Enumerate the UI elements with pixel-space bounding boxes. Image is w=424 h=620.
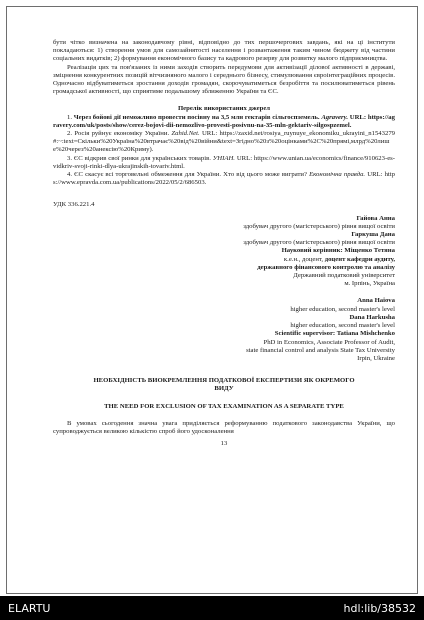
authors-en-block xyxy=(53,297,395,363)
author-name: Anna Haiova xyxy=(357,297,395,305)
reference-source: Agravery. xyxy=(321,113,349,121)
authors-ua-block xyxy=(53,215,395,289)
reference-number: 1. xyxy=(67,113,73,121)
reference-item-1 xyxy=(53,114,395,130)
supervisor-university: Державний податковий університет xyxy=(293,272,395,280)
reference-title: ЄС відкрив свої ринки для українських товарів. xyxy=(73,154,211,162)
reference-number: 4. xyxy=(67,171,73,179)
author-name: Гаркуша Дана xyxy=(351,231,395,239)
supervisor-position: PhD in Economics, Associate Professor of Audit, xyxy=(263,338,395,346)
reference-url[interactable]: URL: https://www.unian.ua/economics/finance/910623-es-vidkriv-svoji-rinki-dlya-ukrajinskih-tovariv.html. xyxy=(53,154,396,170)
author-desc: higher education, second master's level xyxy=(290,322,395,330)
body-paragraph-2: Реалізація цих та пов'язаних із ними заходів створить передумови для активізації ділової активності в державі, зміцнення конкурентних позицій вітчизняного малого і середнього бізнесу, стимулювання євроінтеграційних процесів. Одночасно відбуватиметься зростання доходів громадян, скорочуватиметься безробіття та посилюватиметься рівень громадської активності, що сприятиме подальшому зближенню України та ЄС. xyxy=(53,63,395,96)
page-content xyxy=(53,39,395,448)
reference-source: Zahid.Net. xyxy=(171,130,200,138)
document-page xyxy=(6,6,418,594)
udc-code: УДК 336.221.4 xyxy=(53,201,95,209)
article-title-en: THE NEED FOR EXCLUSION OF TAX EXAMINATION AS A SEPARATE TYPE xyxy=(104,402,344,410)
supervisor-label: Scientific supervisor: Tatiana Mishchenko xyxy=(274,330,395,338)
reference-title: Через бойові дії неможливо провести посівну на 3,5 млн гектарів сільгоспземель. xyxy=(73,113,320,121)
supervisor-department: state financial control and analysis State Tax University xyxy=(246,346,395,354)
reference-source: УНІАН. xyxy=(212,154,235,162)
reference-url[interactable]: URL: https://agravery.com/uk/posts/show/cerez-bojovi-dii-nemozlivo-provesti-posivnu-na-35-mln-gektariv-silgospzemel. xyxy=(53,113,395,129)
footer-bar xyxy=(0,596,424,620)
supervisor-label: Науковий керівник: Міщенко Тетяна xyxy=(281,247,395,255)
author-name: Гайова Анна xyxy=(356,214,395,222)
supervisor-department: доцент кафедри аудиту, xyxy=(324,255,395,263)
page-number: 13 xyxy=(220,440,228,448)
reference-item-2 xyxy=(53,130,395,155)
reference-url[interactable]: URL: https://www.epravda.com.ua/publications/2022/05/2/686503. xyxy=(53,171,395,187)
body-paragraph-1: бути чітко визначена на законодавчому рівні, відповідно до тих першочергових завдань, які на ці інститути покладаються: 1) створення умов для самозайнятості населення і розвантаження таким чином бюджету від частини соціальних видатків; 2) формування економічного базису та кадрового резерву для розвитку малого підприємництва. xyxy=(53,39,395,63)
supervisor-department-cont: державного фінансового контролю та аналізу xyxy=(257,263,395,271)
handle-identifier[interactable]: hdl:lib/38532 xyxy=(343,602,416,615)
reference-url[interactable]: URL: https://zaxid.net/rosiya_ruynuye_ekonomiku_ukrayini_n1543279#:~:text=Скільки%20Україна%20втрачає%20від%20війни&text=Згідно%20з%20оцінками%2C%20прямі,млрд%20лише%20через%20анексію%20Криму). xyxy=(53,130,396,154)
article-title-ua: НЕОБХІДНІСТЬ ВИОКРЕМЛЕННЯ ПОДАТКОВОЇ ЕКСПЕРТИЗИ ЯК ОКРЕМОГО ВИДУ xyxy=(93,377,355,393)
supervisor-city: м. Ірпінь, Україна xyxy=(344,280,395,288)
author-name: Dana Harkusha xyxy=(349,313,395,321)
author-desc: здобувач другого (магістерського) рівня вищої освіти xyxy=(243,239,395,247)
references-heading: Перелік використаних джерел xyxy=(177,105,271,113)
reference-number: 3. xyxy=(67,154,73,162)
reference-title: Росія руйнує економіку України. xyxy=(74,130,170,138)
supervisor-position xyxy=(53,256,395,264)
author-desc: здобувач другого (магістерського) рівня вищої освіти xyxy=(243,222,395,230)
reference-item-3 xyxy=(53,155,395,171)
reference-number: 2. xyxy=(67,130,73,138)
supervisor-degree: к.е.н., доцент, xyxy=(283,255,325,263)
reference-item-4 xyxy=(53,171,395,187)
reference-title: ЄС скасує всі торговельні обмеження для України. Хто від цього може виграти? xyxy=(74,171,307,179)
repository-name: ELARTU xyxy=(8,602,51,615)
author-desc: higher education, second master's level xyxy=(290,305,395,313)
supervisor-city: Irpin, Ukraine xyxy=(357,354,395,362)
intro-paragraph: В умовах сьогодення значна увага приділяється реформуванню податкового законодавства України, що супроводжується великою кількістю спроб його удосконалення xyxy=(53,419,395,435)
reference-source: Економічна правда. xyxy=(309,171,366,179)
